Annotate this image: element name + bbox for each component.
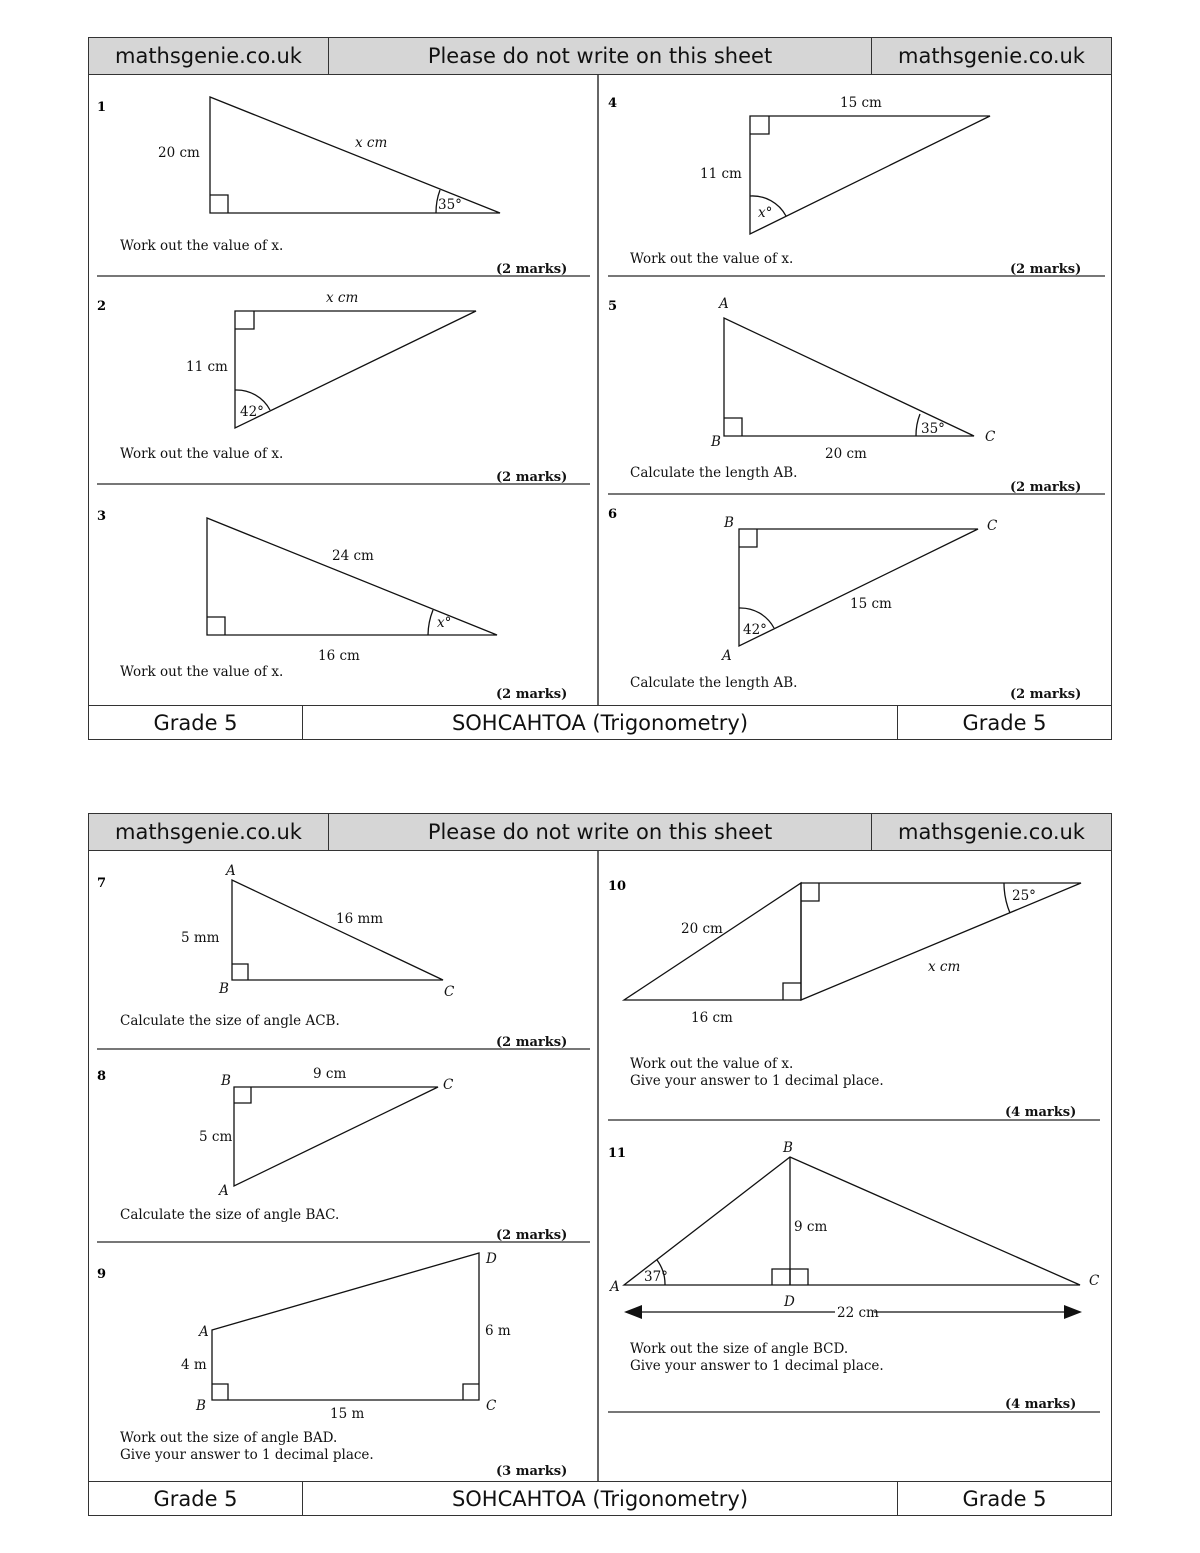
marks-label: (2 marks) bbox=[1010, 687, 1082, 702]
question-5 bbox=[608, 296, 1081, 495]
footer-grade-right: Grade 5 bbox=[962, 1486, 1047, 1511]
dimension-label: 22 cm bbox=[837, 1305, 879, 1321]
instruction-text: Work out the value of x. bbox=[120, 446, 284, 462]
side-label: 20 cm bbox=[825, 446, 867, 462]
marks-label: (2 marks) bbox=[496, 470, 568, 485]
header-site-right: mathsgenie.co.uk bbox=[898, 820, 1085, 844]
footer-topic: SOHCAHTOA (Trigonometry) bbox=[303, 706, 898, 739]
marks-label: (2 marks) bbox=[496, 687, 568, 702]
vertex-label: C bbox=[444, 984, 455, 1000]
footer-topic: SOHCAHTOA (Trigonometry) bbox=[303, 1482, 898, 1515]
right-angle-marker bbox=[212, 1384, 228, 1400]
side-label: 9 cm bbox=[313, 1066, 347, 1082]
vertex-label: C bbox=[987, 518, 998, 534]
triangle bbox=[210, 97, 500, 213]
vertex-label: C bbox=[443, 1077, 454, 1093]
vertex-label: A bbox=[610, 1279, 620, 1295]
instruction-text: Calculate the size of angle ACB. bbox=[120, 1013, 340, 1029]
side-label: x cm bbox=[928, 959, 961, 975]
side-label: 15 cm bbox=[840, 95, 882, 111]
question-number: 10 bbox=[608, 879, 627, 894]
right-angle-marker bbox=[783, 983, 801, 1000]
question-number: 9 bbox=[97, 1267, 107, 1282]
side-label: 15 cm bbox=[850, 596, 892, 612]
instruction-text: Calculate the size of angle BAC. bbox=[120, 1207, 340, 1223]
question-number: 5 bbox=[608, 299, 618, 314]
vertex-label: A bbox=[226, 863, 236, 879]
vertex-label: A bbox=[199, 1324, 209, 1340]
marks-label: (2 marks) bbox=[496, 1228, 568, 1243]
instruction-text: Give your answer to 1 decimal place. bbox=[630, 1073, 884, 1089]
vertex-label: A bbox=[219, 1183, 229, 1199]
right-angle-marker bbox=[235, 311, 254, 329]
side-label: 16 cm bbox=[691, 1010, 733, 1026]
side-label: 11 cm bbox=[700, 166, 742, 182]
right-angle-marker bbox=[234, 1087, 251, 1103]
marks-label: (2 marks) bbox=[1010, 480, 1082, 495]
angle-arc bbox=[1004, 883, 1010, 913]
right-angle-marker bbox=[724, 418, 742, 436]
instruction-text: Work out the value of x. bbox=[120, 664, 284, 680]
angle-arc bbox=[916, 414, 920, 436]
question-9 bbox=[97, 1251, 567, 1479]
question-6 bbox=[608, 507, 1081, 702]
footer-grade-left: Grade 5 bbox=[89, 706, 303, 739]
right-angle-marker bbox=[750, 116, 769, 134]
vertex-label: B bbox=[221, 1073, 231, 1089]
side-label: 11 cm bbox=[186, 359, 228, 375]
side-label: 5 mm bbox=[181, 930, 220, 946]
side-label: 4 m bbox=[181, 1357, 207, 1373]
marks-label: (4 marks) bbox=[1005, 1105, 1077, 1120]
question-number: 3 bbox=[97, 509, 107, 524]
angle-label: 35° bbox=[438, 197, 462, 213]
angle-label: 25° bbox=[1012, 888, 1036, 904]
instruction-text: Give your answer to 1 decimal place. bbox=[630, 1358, 884, 1374]
question-7 bbox=[97, 863, 567, 1050]
triangle bbox=[234, 1087, 438, 1186]
footer-grade-right: Grade 5 bbox=[962, 710, 1047, 735]
vertex-label: A bbox=[719, 296, 729, 312]
side-label: 6 m bbox=[485, 1323, 511, 1339]
question-3 bbox=[97, 509, 567, 702]
angle-label: x° bbox=[437, 615, 452, 631]
angle-label: x° bbox=[758, 205, 773, 221]
vertex-label: C bbox=[985, 429, 996, 445]
instruction-text: Give your answer to 1 decimal place. bbox=[120, 1447, 374, 1463]
side-label: 5 cm bbox=[199, 1129, 233, 1145]
side-label: 16 cm bbox=[318, 648, 360, 664]
header-site-left: mathsgenie.co.uk bbox=[89, 814, 329, 850]
arrow-right-icon bbox=[1064, 1305, 1082, 1319]
triangle bbox=[207, 518, 497, 635]
triangle-right bbox=[801, 883, 1081, 1000]
triangle-left bbox=[624, 883, 801, 1000]
marks-label: (2 marks) bbox=[1010, 262, 1082, 277]
question-number: 6 bbox=[608, 507, 618, 522]
right-angle-marker bbox=[801, 883, 819, 901]
instruction-text: Work out the value of x. bbox=[630, 251, 794, 267]
right-angle-marker bbox=[210, 195, 228, 213]
right-angle-marker bbox=[463, 1384, 479, 1400]
right-angle-marker bbox=[207, 617, 225, 635]
side-label: 15 m bbox=[330, 1406, 365, 1422]
header-notice: Please do not write on this sheet bbox=[329, 38, 872, 74]
marks-label: (2 marks) bbox=[496, 262, 568, 277]
question-11 bbox=[608, 1140, 1100, 1412]
side-label: 24 cm bbox=[332, 548, 374, 564]
header-site-right: mathsgenie.co.uk bbox=[898, 44, 1085, 68]
vertex-label: C bbox=[486, 1398, 497, 1414]
angle-label: 42° bbox=[240, 404, 264, 420]
right-angle-marker bbox=[232, 964, 248, 980]
angle-label: 42° bbox=[743, 622, 767, 638]
side-label: 9 cm bbox=[794, 1219, 828, 1235]
triangle bbox=[739, 529, 978, 646]
vertex-label: A bbox=[722, 648, 732, 664]
side-label: x cm bbox=[326, 290, 359, 306]
question-10 bbox=[608, 879, 1081, 1120]
right-angle-marker bbox=[739, 529, 757, 547]
question-number: 1 bbox=[97, 100, 107, 115]
question-4 bbox=[608, 95, 1081, 277]
question-number: 2 bbox=[97, 299, 107, 314]
marks-label: (4 marks) bbox=[1005, 1397, 1077, 1412]
instruction-text: Work out the size of angle BAD. bbox=[120, 1430, 338, 1446]
question-2 bbox=[97, 290, 567, 485]
side-label: 20 cm bbox=[681, 921, 723, 937]
side-label: x cm bbox=[355, 135, 388, 151]
question-number: 4 bbox=[608, 96, 618, 111]
marks-label: (2 marks) bbox=[496, 1035, 568, 1050]
vertex-label: B bbox=[724, 515, 734, 531]
triangle bbox=[750, 116, 990, 234]
question-1 bbox=[97, 97, 567, 277]
triangle bbox=[235, 311, 476, 428]
vertex-label: B bbox=[219, 981, 229, 997]
vertex-label: D bbox=[486, 1251, 497, 1267]
footer-grade-left: Grade 5 bbox=[89, 1482, 303, 1515]
vertex-label: B bbox=[783, 1140, 793, 1156]
angle-label: 35° bbox=[921, 421, 945, 437]
angle-arc bbox=[428, 610, 433, 635]
triangle bbox=[724, 318, 974, 436]
instruction-text: Calculate the length AB. bbox=[630, 465, 798, 481]
instruction-text: Work out the value of x. bbox=[630, 1056, 794, 1072]
vertex-label: B bbox=[711, 434, 721, 450]
arrow-left-icon bbox=[624, 1305, 642, 1319]
vertex-label: D bbox=[784, 1294, 795, 1310]
quadrilateral bbox=[212, 1253, 479, 1400]
side-label: 20 cm bbox=[158, 145, 200, 161]
question-number: 7 bbox=[97, 876, 107, 891]
instruction-text: Work out the size of angle BCD. bbox=[630, 1341, 849, 1357]
header-notice: Please do not write on this sheet bbox=[329, 814, 872, 850]
side-label: 16 mm bbox=[336, 911, 384, 927]
instruction-text: Calculate the length AB. bbox=[630, 675, 798, 691]
marks-label: (3 marks) bbox=[496, 1464, 568, 1479]
question-number: 11 bbox=[608, 1146, 627, 1161]
angle-label: 37° bbox=[644, 1269, 668, 1285]
question-number: 8 bbox=[97, 1069, 107, 1084]
question-8 bbox=[97, 1066, 567, 1243]
vertex-label: B bbox=[196, 1398, 206, 1414]
instruction-text: Work out the value of x. bbox=[120, 238, 284, 254]
triangle bbox=[232, 880, 443, 980]
header-site-left: mathsgenie.co.uk bbox=[89, 38, 329, 74]
triangle bbox=[624, 1157, 1080, 1285]
vertex-label: C bbox=[1089, 1273, 1100, 1289]
